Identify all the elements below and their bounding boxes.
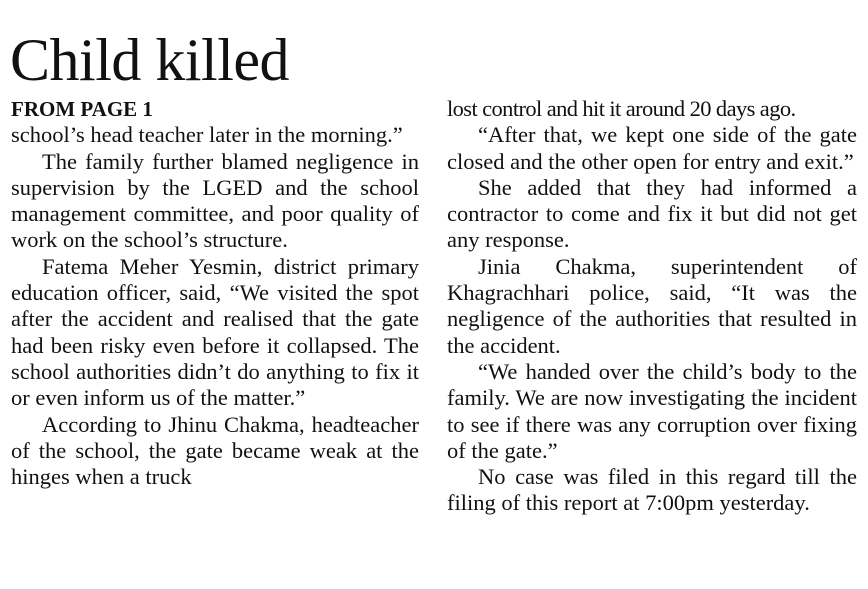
continuation-kicker: FROM PAGE 1 bbox=[11, 97, 153, 121]
paragraph: “We handed over the child’s body to the family. We are now investigating the incident to see if there was any corruption over fixing of the gate.” bbox=[447, 358, 857, 463]
article-column-right bbox=[447, 96, 857, 517]
paragraph: lost control and hit it around 20 days ago. bbox=[447, 96, 796, 121]
paragraph: Fatema Meher Yesmin, district primary education officer, said, “We visited the spot after the accident and realised that the gate had been risky even before it collapsed. The school authorities didn’t do anything to fix it or even inform us of the matter.” bbox=[11, 253, 419, 411]
paragraph: The family further blamed negligence in supervision by the LGED and the school management committee, and poor quality of work on the school’s structure. bbox=[11, 148, 419, 253]
paragraph: According to Jhinu Chakma, headteacher of the school, the gate became weak at the hinges when a truck bbox=[11, 411, 419, 490]
paragraph: No case was filed in this regard till the filing of this report at 7:00pm yesterday. bbox=[447, 464, 857, 516]
article-column-left bbox=[11, 96, 419, 490]
paragraph: Jinia Chakma, superintendent of Khagrachhari police, said, “It was the negligence of the authorities that resulted in the accident. bbox=[447, 253, 857, 358]
paragraph: school’s head teacher later in the morning.” bbox=[11, 122, 403, 148]
headline: Child killed bbox=[10, 27, 289, 93]
paragraph: She added that they had informed a contractor to come and fix it but did not get any response. bbox=[447, 174, 857, 253]
paragraph: “After that, we kept one side of the gate closed and the other open for entry and exit.” bbox=[447, 122, 857, 174]
